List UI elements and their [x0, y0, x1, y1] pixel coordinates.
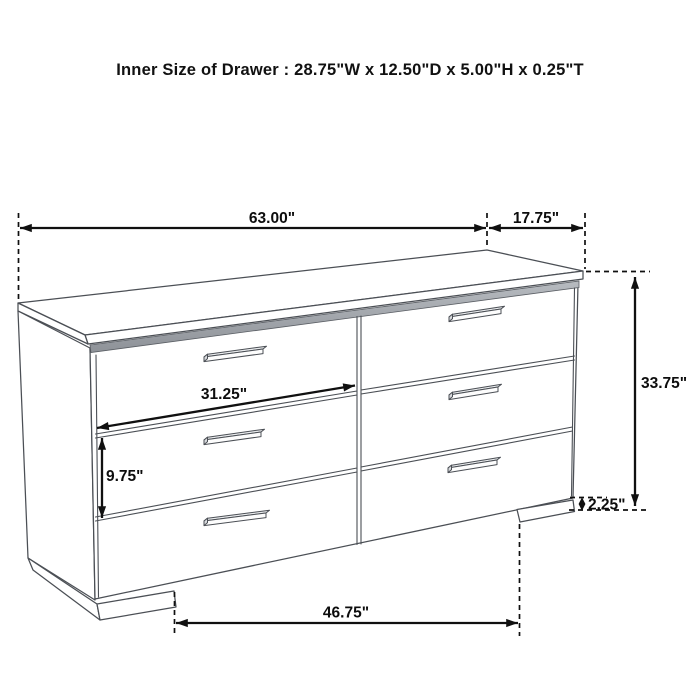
drawer-height-label: 9.75"	[106, 468, 144, 485]
base-span-label: 46.75"	[322, 604, 370, 622]
drawer-width-label: 31.25"	[200, 386, 248, 403]
dresser-body	[18, 250, 583, 620]
page-title: Inner Size of Drawer : 28.75"W x 12.50"D x 5.00"H x 0.25"T	[116, 61, 584, 79]
overall-width-label: 63.00"	[248, 210, 296, 227]
base-height-label: 2.25"	[588, 496, 626, 514]
left-side-panel	[18, 311, 95, 600]
dimension-base-height	[570, 497, 626, 514]
dimension-overall-height	[569, 272, 687, 511]
overall-depth-label: 17.75"	[512, 210, 560, 227]
overall-height-label: 33.75"	[641, 375, 688, 392]
